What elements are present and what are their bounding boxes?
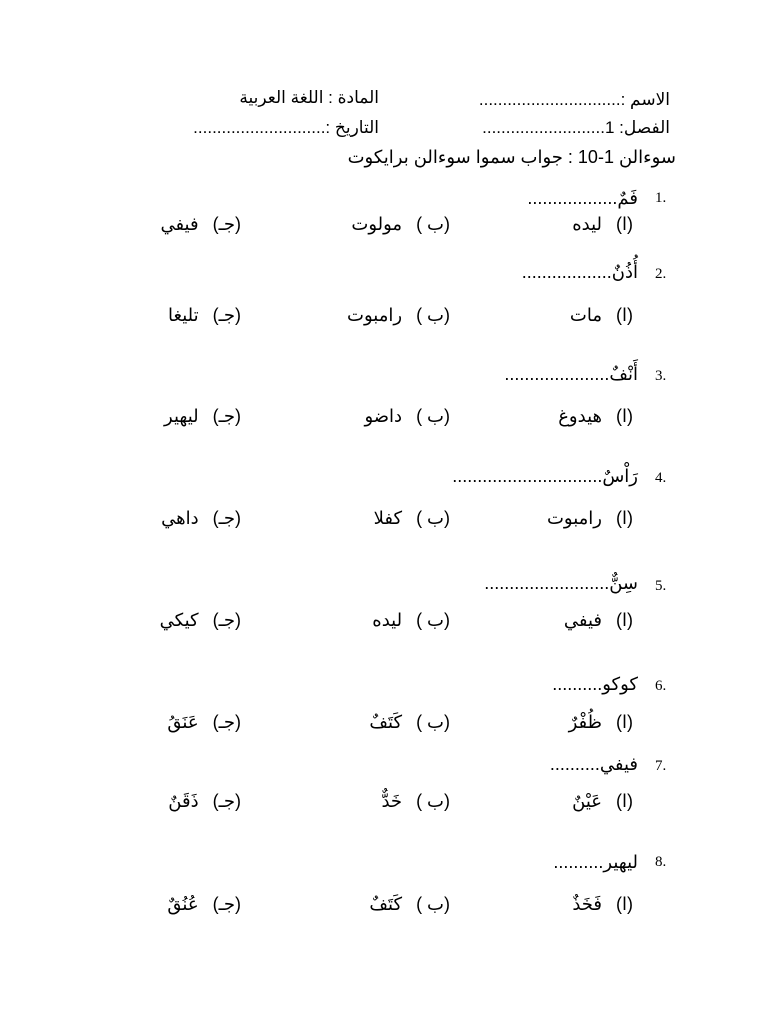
- option-label: (ا): [616, 406, 633, 426]
- option-label: (ب ): [416, 610, 450, 630]
- option-a[interactable]: [572, 214, 633, 235]
- name-field: الاسم :..............................: [478, 90, 670, 109]
- option-text: فيفي: [160, 214, 199, 234]
- option-c[interactable]: [160, 214, 241, 235]
- question-number: 5.: [655, 578, 667, 594]
- option-label: (ا): [616, 712, 633, 732]
- option-text: كيكي: [159, 610, 199, 630]
- option-text: عَيْنٌ: [572, 791, 602, 811]
- option-c[interactable]: [161, 508, 241, 529]
- option-label: (ب ): [416, 214, 450, 234]
- option-label: (ب ): [416, 712, 450, 732]
- date-field: التاريخ :............................: [193, 118, 379, 137]
- option-c[interactable]: [167, 894, 241, 915]
- question-number: 4.: [655, 470, 667, 486]
- option-text: ليده: [372, 610, 403, 630]
- question-prompt: أُذُنٌ..................: [521, 262, 638, 282]
- option-c[interactable]: [168, 791, 241, 812]
- option-c[interactable]: [167, 712, 241, 733]
- option-label: (جـ): [212, 894, 241, 914]
- option-b[interactable]: [369, 894, 450, 915]
- option-text: مات: [569, 305, 602, 325]
- option-label: (ا): [616, 791, 633, 811]
- subject-label: المادة : اللغة العربية: [239, 88, 379, 107]
- option-a[interactable]: [558, 406, 633, 427]
- option-label: (ا): [616, 305, 633, 325]
- question-prompt: رَاْسٌ..............................: [452, 466, 638, 486]
- option-text: كفلا: [373, 508, 403, 528]
- option-label: (ا): [616, 610, 633, 630]
- option-label: (ب ): [416, 305, 450, 325]
- option-b[interactable]: [372, 610, 450, 631]
- question-number: 7.: [655, 758, 667, 774]
- option-label: (جـ): [212, 214, 241, 234]
- option-a[interactable]: [564, 610, 633, 631]
- option-label: (ا): [616, 508, 633, 528]
- instruction-text: سوءالن 1-10 : جواب سموا سوءالن برايكوت: [347, 147, 676, 167]
- option-label: (جـ): [212, 406, 241, 426]
- question-prompt: فيفي..........: [549, 754, 638, 774]
- option-label: (ا): [616, 894, 633, 914]
- option-label: (جـ): [212, 712, 241, 732]
- option-label: (ب ): [416, 406, 450, 426]
- option-a[interactable]: [547, 508, 633, 529]
- option-text: عَنَقُ: [167, 712, 199, 732]
- option-text: ليده: [572, 214, 602, 234]
- option-a[interactable]: [570, 305, 633, 326]
- option-text: تليغا: [168, 305, 199, 325]
- option-text: عُنُقٌ: [167, 894, 199, 914]
- option-b[interactable]: [364, 406, 450, 427]
- question-number: 3.: [655, 368, 667, 384]
- option-text: ليهير: [164, 406, 199, 426]
- option-text: فَخَذٌ: [572, 894, 602, 914]
- option-b[interactable]: [374, 508, 450, 529]
- option-text: رامبوت: [546, 508, 602, 528]
- question-prompt: سِنٌّ.........................: [484, 573, 638, 593]
- option-text: داهي: [161, 508, 199, 528]
- question-prompt: كوكو..........: [552, 674, 638, 694]
- option-c[interactable]: [164, 406, 241, 427]
- option-a[interactable]: [569, 712, 633, 733]
- option-text: هيدوغ: [558, 406, 602, 426]
- question-number: 1.: [655, 190, 667, 206]
- option-label: (جـ): [212, 791, 241, 811]
- option-b[interactable]: [369, 712, 450, 733]
- question-number: 8.: [655, 854, 667, 870]
- option-label: (ب ): [416, 508, 450, 528]
- question-prompt: فَمٌ..................: [527, 188, 638, 208]
- question-prompt: ليهير..........: [553, 852, 638, 872]
- option-label: (جـ): [212, 508, 241, 528]
- question-number: 6.: [655, 678, 667, 694]
- option-label: (ب ): [416, 791, 450, 811]
- option-b[interactable]: [351, 214, 450, 235]
- option-label: (جـ): [212, 610, 241, 630]
- question-number: 2.: [655, 266, 667, 282]
- option-label: (ا): [616, 214, 633, 234]
- option-text: كَتَفٌ: [369, 894, 403, 914]
- question-prompt: أَنْفٌ.....................: [504, 364, 638, 384]
- option-text: مولوت: [351, 214, 403, 234]
- option-label: (ب ): [416, 894, 450, 914]
- option-text: داضو: [364, 406, 403, 426]
- option-text: كَتَفٌ: [369, 712, 403, 732]
- option-a[interactable]: [572, 894, 633, 915]
- option-b[interactable]: [347, 305, 450, 326]
- option-label: (جـ): [212, 305, 241, 325]
- option-c[interactable]: [168, 305, 241, 326]
- option-text: رامبوت: [347, 305, 403, 325]
- option-text: فيفي: [563, 610, 602, 630]
- option-text: ذَقَنٌ: [168, 791, 199, 811]
- option-text: ظُفْرٌ: [568, 712, 602, 732]
- option-c[interactable]: [160, 610, 241, 631]
- class-field: الفصل: 1..........................: [482, 118, 670, 137]
- option-b[interactable]: [381, 791, 450, 812]
- option-a[interactable]: [572, 791, 633, 812]
- option-text: خَدٌّ: [381, 791, 403, 811]
